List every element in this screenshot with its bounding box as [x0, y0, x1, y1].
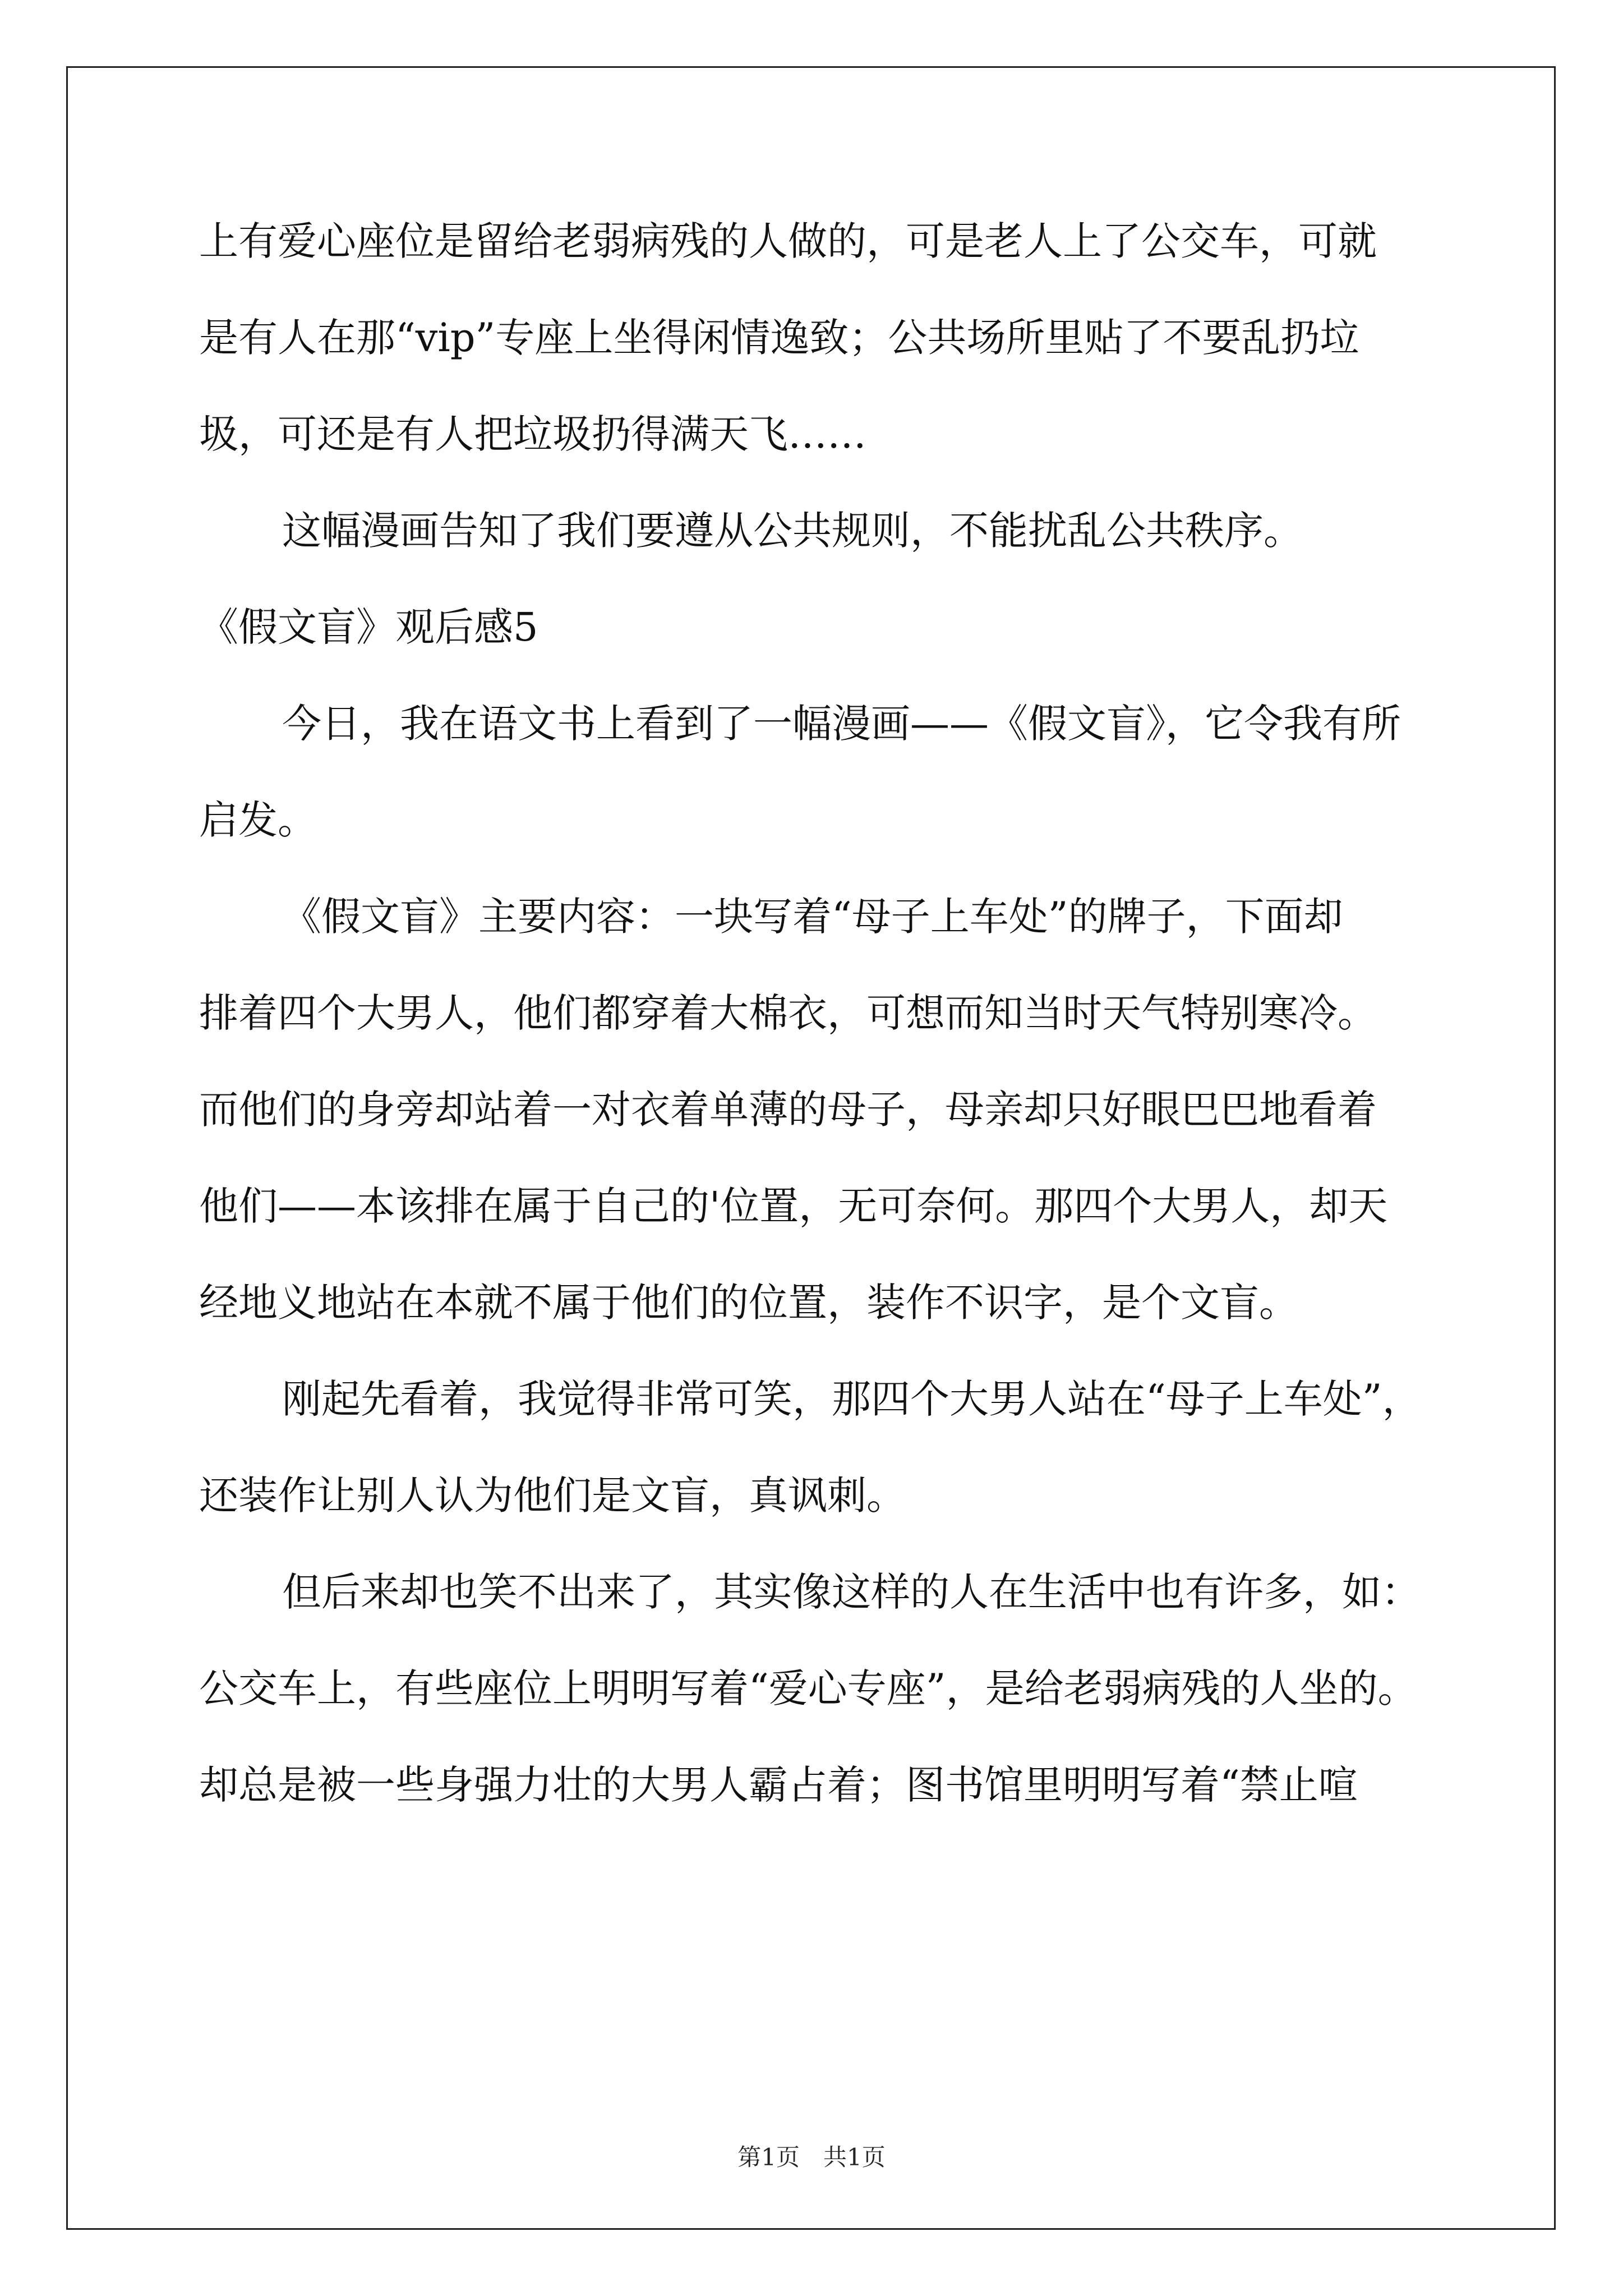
- paragraph-line-13: 刚起先看着，我觉得非常可笑，那四个大男人站在“母子上车处”，: [282, 1376, 1422, 1422]
- text-line-10: 而他们的身旁却站着一对衣着单薄的母子，母亲却只好眼巴巴地看着: [199, 1087, 1377, 1133]
- text-line-2: 是有人在那“vip”专座上坐得闲情逸致；公共场所里贴了不要乱扔垃: [199, 315, 1359, 361]
- text-line-16: 公交车上，有些座位上明明写着“爱心专座”，是给老弱病残的人坐的。: [199, 1665, 1417, 1711]
- page-footer: 第1页 共1页: [737, 2143, 886, 2171]
- paragraph-line-8: 《假文盲》主要内容：一块写着“母子上车处”的牌子，下面却: [282, 894, 1343, 940]
- text-line-11: 他们——本该排在属于自己的'位置，无可奈何。那四个大男人，却天: [199, 1183, 1388, 1229]
- page-border: [66, 66, 1556, 2230]
- text-line-9: 排着四个大男人，他们都穿着大棉衣，可想而知当时天气特别寒冷。: [199, 990, 1377, 1036]
- text-line-14: 还装作让别人认为他们是文盲，真讽刺。: [199, 1473, 906, 1519]
- text-line-12: 经地义地站在本就不属于他们的位置，装作不识字，是个文盲。: [199, 1280, 1298, 1326]
- paragraph-line-6: 今日，我在语文书上看到了一幅漫画——《假文盲》，它令我有所: [282, 701, 1401, 747]
- section-heading: 《假文盲》观后感5: [199, 604, 538, 650]
- paragraph-line-15: 但后来却也笑不出来了，其实像这样的人在生活中也有许多，如：: [282, 1569, 1421, 1615]
- paragraph-line-4: 这幅漫画告知了我们要遵从公共规则，不能扰乱公共秩序。: [282, 508, 1303, 554]
- text-line-7: 启发。: [199, 797, 317, 843]
- text-line-3: 圾，可还是有人把垃圾扔得满天飞……: [199, 411, 866, 457]
- text-line-17: 却总是被一些身强力壮的大男人霸占着；图书馆里明明写着“禁止喧: [199, 1762, 1358, 1808]
- text-line-1: 上有爱心座位是留给老弱病残的人做的，可是老人上了公交车，可就: [199, 218, 1377, 264]
